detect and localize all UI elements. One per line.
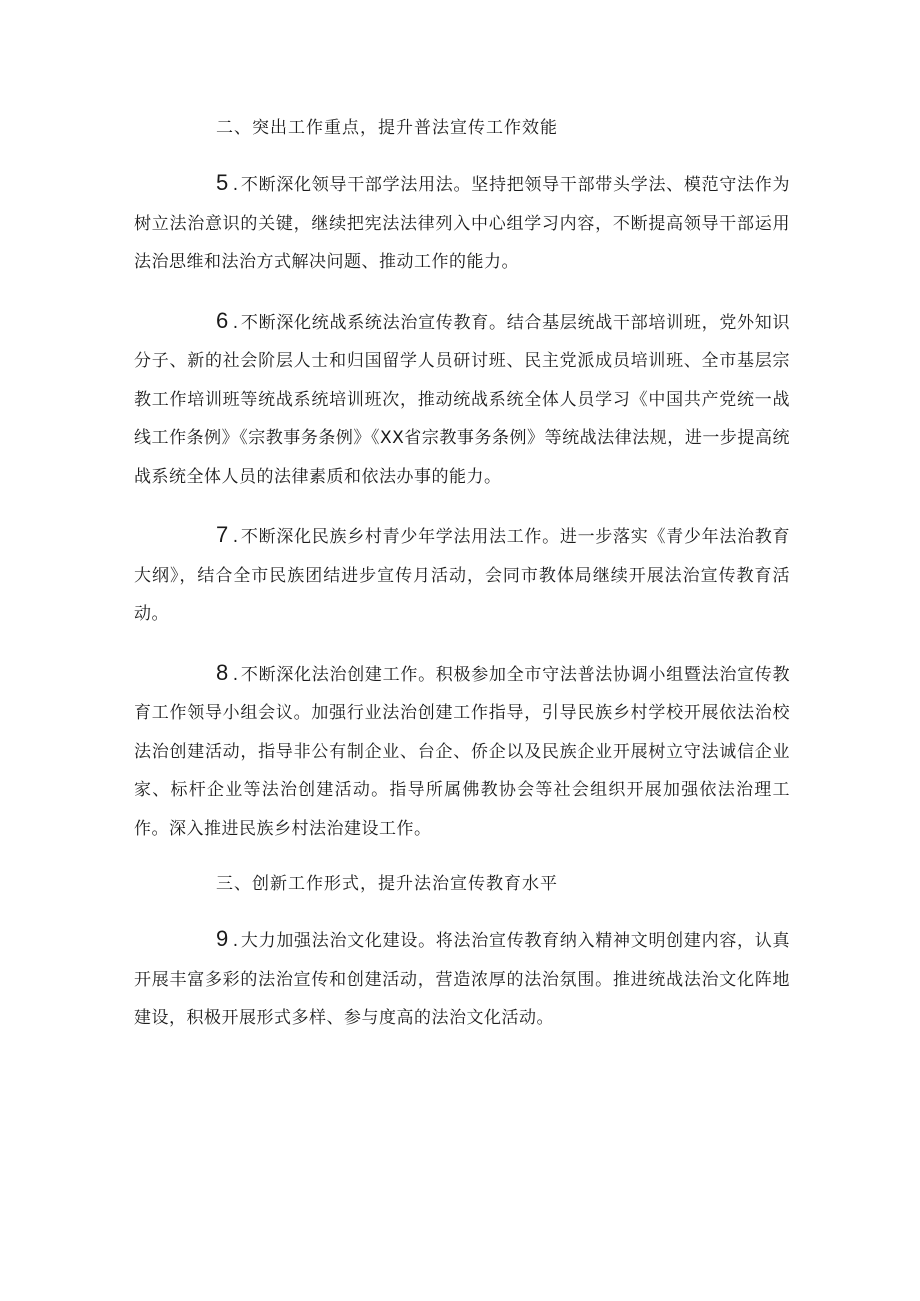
section-heading-3: 三、创新工作形式，提升法治宣传教育水平 (216, 874, 558, 894)
paragraph-text: 不断深化统战系统法治宣传教育。结合基层统战干部培训班，党外知识分子、新的社会阶层人士和归国留学人员研讨班、民主党派成员培训班、全市基层宗教工作培训班等统战系统培训班次，推动统战系统全体人员学习《中国共产党统一战线工作条例》《宗教事务条例》《XX省宗教事务条例》等统战法律法规，进一步提高统战系统全体人员的法律素质和依法办事的能力。 (134, 312, 790, 487)
paragraph-item-5 (134, 164, 790, 282)
paragraph-item-8 (134, 654, 790, 849)
item-number: 8 (216, 659, 229, 685)
item-number: 6 (216, 307, 229, 333)
item-number: 7 (216, 522, 229, 547)
item-separator: . (232, 312, 239, 333)
item-separator: . (232, 931, 239, 951)
item-separator: . (232, 664, 239, 685)
section-heading-2: 二、突出工作重点，提升普法宣传工作效能 (216, 118, 558, 138)
item-number: 5 (216, 170, 229, 195)
paragraph-text: 大力加强法治文化建设。将法治宣传教育纳入精神文明创建内容，认真开展丰富多彩的法治宣传和创建活动，营造浓厚的法治氛围。推进统战法治文化阵地建设，积极开展形式多样、参与度高的法治文化活动。 (134, 931, 790, 1028)
paragraph-text: 不断深化民族乡村青少年学法用法工作。进一步落实《青少年法治教育大纲》，结合全市民族团结进步宣传月活动，会同市教体局继续开展法治宣传教育活动。 (134, 527, 790, 624)
document-body (134, 112, 790, 1058)
item-number: 9 (216, 926, 229, 951)
paragraph-item-7 (134, 516, 790, 634)
item-separator: . (232, 175, 239, 195)
paragraph-item-9 (134, 920, 790, 1038)
item-separator: . (232, 527, 239, 547)
paragraph-text: 不断深化法治创建工作。积极参加全市守法普法协调小组暨法治宣传教育工作领导小组会议。加强行业法治创建工作指导，引导民族乡村学校开展依法治校法治创建活动，指导非公有制企业、台企、侨企以及民族企业开展树立守法诚信企业家、标杆企业等法治创建活动。指导所属佛教协会等社会组织开展加强依法治理工作。深入推进民族乡村法治建设工作。 (134, 664, 790, 839)
paragraph-text: 不断深化领导干部学法用法。坚持把领导干部带头学法、模范守法作为树立法治意识的关键，继续把宪法法律列入中心组学习内容，不断提高领导干部运用法治思维和法治方式解决问题、推动工作的能力。 (134, 175, 790, 272)
paragraph-item-6 (134, 302, 790, 497)
